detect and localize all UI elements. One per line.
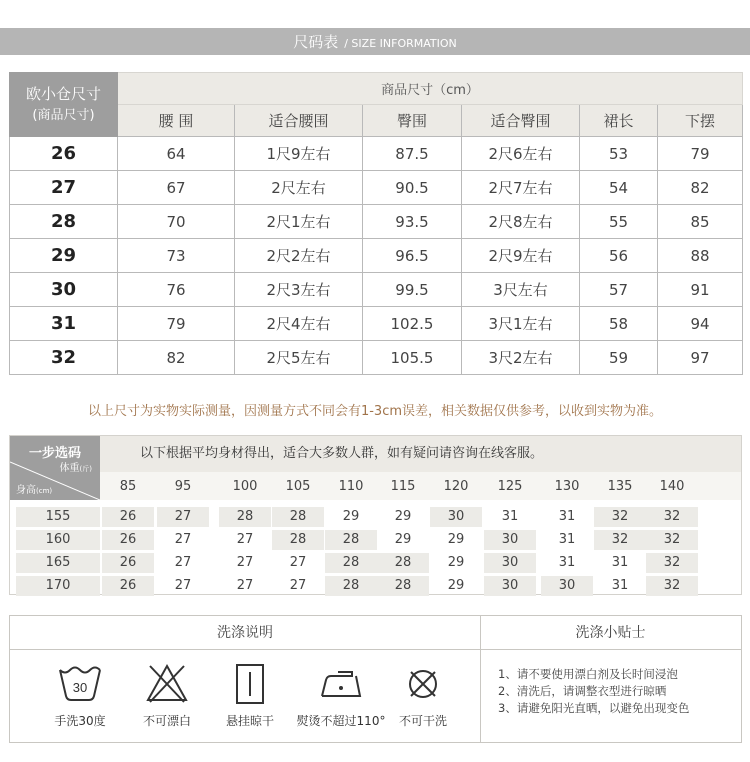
care-divider [480,616,481,742]
hang-dry-icon [210,662,290,708]
table-cell: 97 [658,341,743,375]
table-cell: 58 [580,307,658,341]
table-cell: 54 [580,171,658,205]
table-row [10,341,743,375]
recommended-size: 32 [646,553,698,573]
weight-value: 115 [390,479,416,494]
table-cell: 96.5 [363,239,462,273]
table-cell: 88 [658,239,743,273]
table-cell: 94 [658,307,743,341]
recommended-size: 27 [174,578,192,593]
table-cell: 82 [658,171,743,205]
height-value: 155 [16,507,100,527]
table-cell: 70 [118,205,235,239]
page-subtitle: / SIZE INFORMATION [344,37,457,50]
table-cell: 2尺9左右 [462,239,580,273]
recommended-size: 32 [594,530,646,550]
size-label: 31 [10,307,118,341]
table-cell: 2尺4左右 [235,307,363,341]
recommended-size: 30 [484,576,536,596]
column-header: 适合腰围 [235,105,363,137]
height-value: 170 [16,576,100,596]
recommend-description: 以下根据平均身材得出，适合大多数人群，如有疑问请咨询在线客服。 [100,436,741,472]
care-header [10,616,741,650]
care-title: 洗涤说明 [217,625,273,641]
recommended-size: 28 [272,530,324,550]
table-cell: 2尺6左右 [462,137,580,171]
recommended-size: 31 [611,555,629,570]
column-header: 臀围 [363,105,462,137]
column-header: 腰 围 [118,105,235,137]
hand-wash-30-icon [40,662,120,708]
weight-label [60,459,92,474]
table-cell: 79 [658,137,743,171]
recommended-size: 28 [377,553,429,573]
care-label-iron: 熨烫不超过110° [296,714,386,728]
measurement-note: 以上尺寸为实物实际测量，因测量方式不同会有1-3cm误差，相关数据仅供参考，以收到实物为准。 [87,404,663,419]
iron-icon [301,662,381,708]
table-cell: 2尺2左右 [235,239,363,273]
table-row [10,307,743,341]
wash-temperature: 30 [72,680,88,695]
table-cell: 82 [118,341,235,375]
recommended-size: 30 [484,553,536,573]
recommended-size: 28 [219,507,271,527]
recommended-size: 32 [646,576,698,596]
recommended-size: 31 [611,578,629,593]
care-label-no-bleach: 不可漂白 [142,714,191,728]
corner-line2: (商品尺寸) [32,107,95,123]
table-row [10,273,743,307]
size-corner-header [10,73,118,137]
table-cell: 55 [580,205,658,239]
column-header: 裙长 [580,105,658,137]
recommended-size: 27 [289,555,307,570]
table-cell: 73 [118,239,235,273]
care-label-hand-wash: 手洗30度 [54,714,106,728]
table-row [10,239,743,273]
table-cell: 76 [118,273,235,307]
size-label: 32 [10,341,118,375]
recommended-size: 28 [272,507,324,527]
recommended-size: 32 [646,530,698,550]
corner-line1: 欧小仓尺寸 [25,84,101,103]
recommended-size: 26 [102,553,154,573]
height-value: 160 [16,530,100,550]
table-cell: 105.5 [363,341,462,375]
height-label-text: 身高 [16,485,36,496]
recommended-size: 31 [558,555,576,570]
weight-value: 110 [338,479,364,494]
recommended-size: 27 [289,578,307,593]
table-row [10,137,743,171]
recommended-size: 29 [447,555,465,570]
table-cell: 3尺1左右 [462,307,580,341]
care-tip: 2、清洗后，请调整衣型进行晾晒 [498,684,667,698]
table-cell: 91 [658,273,743,307]
weight-value: 125 [497,479,523,494]
size-label: 26 [10,137,118,171]
table-cell: 2尺左右 [235,171,363,205]
recommended-size: 29 [447,578,465,593]
weight-value: 95 [174,479,192,494]
table-cell: 85 [658,205,743,239]
table-cell: 3尺2左右 [462,341,580,375]
recommended-size: 28 [377,576,429,596]
no-bleach-icon [127,662,207,708]
weight-unit: (斤) [79,465,92,473]
recommended-size: 27 [236,532,254,547]
recommended-size: 27 [157,507,209,527]
care-tip: 3、请避免阳光直晒，以避免出现变色 [498,701,690,715]
size-label: 30 [10,273,118,307]
table-cell: 56 [580,239,658,273]
recommended-size: 30 [541,576,593,596]
table-cell: 53 [580,137,658,171]
table-cell: 90.5 [363,171,462,205]
table-cell: 2尺5左右 [235,341,363,375]
care-instructions [9,615,742,743]
column-header: 适合臀围 [462,105,580,137]
no-dry-clean-icon [383,662,463,708]
title-bar [0,28,750,55]
recommend-corner [10,436,100,500]
recommended-size: 27 [174,532,192,547]
table-row [10,205,743,239]
recommended-size: 29 [447,532,465,547]
weight-value: 120 [443,479,469,494]
height-unit: (cm) [36,487,53,495]
size-table [9,72,743,375]
recommended-size: 30 [484,530,536,550]
recommended-size: 31 [501,509,519,524]
size-label: 28 [10,205,118,239]
care-label-no-dry-clean: 不可干洗 [398,714,447,728]
recommend-row [10,506,741,528]
table-cell: 87.5 [363,137,462,171]
tips-title: 洗涤小贴士 [575,625,646,641]
recommended-size: 26 [102,507,154,527]
group-label: 商品尺寸（cm） [118,73,743,105]
table-cell: 2尺8左右 [462,205,580,239]
size-label: 27 [10,171,118,205]
recommended-size: 32 [646,507,698,527]
table-cell: 2尺7左右 [462,171,580,205]
recommended-size: 31 [558,532,576,547]
column-header-row [10,105,743,137]
table-cell: 2尺3左右 [235,273,363,307]
table-cell: 2尺1左右 [235,205,363,239]
weight-label-text: 体重 [59,463,80,474]
care-tips-list [498,666,738,717]
size-recommendation [9,435,742,595]
table-row [10,171,743,205]
recommend-row [10,529,741,551]
weight-header-row [100,472,741,500]
weight-value: 140 [659,479,685,494]
care-tip: 1、请不要使用漂白剂及长时间浸泡 [498,667,678,681]
recommended-size: 26 [102,576,154,596]
recommended-size: 28 [325,530,377,550]
table-cell: 99.5 [363,273,462,307]
recommended-size: 28 [325,576,377,596]
table-cell: 3尺左右 [462,273,580,307]
table-cell: 67 [118,171,235,205]
recommended-size: 31 [558,509,576,524]
care-label-hang-dry: 悬挂晾干 [225,714,274,728]
weight-value: 135 [607,479,633,494]
table-cell: 93.5 [363,205,462,239]
height-label [16,481,52,496]
recommend-title: 一步选码 [28,446,81,461]
height-value: 165 [16,553,100,573]
table-cell: 64 [118,137,235,171]
weight-value: 130 [554,479,580,494]
weight-value: 100 [232,479,258,494]
recommended-size: 27 [174,555,192,570]
weight-value: 105 [285,479,311,494]
recommended-size: 29 [342,509,360,524]
recommended-size: 27 [236,555,254,570]
recommended-size: 29 [394,532,412,547]
recommended-size: 29 [394,509,412,524]
table-cell: 1尺9左右 [235,137,363,171]
table-cell: 59 [580,341,658,375]
column-header: 下摆 [658,105,743,137]
recommended-size: 28 [325,553,377,573]
page-title: 尺码表 [293,33,339,51]
recommend-row [10,575,741,597]
weight-value: 85 [119,479,137,494]
recommended-size: 27 [236,578,254,593]
recommended-size: 32 [594,507,646,527]
table-cell: 57 [580,273,658,307]
recommended-size: 26 [102,530,154,550]
recommended-size: 30 [430,507,482,527]
table-cell: 102.5 [363,307,462,341]
table-cell: 79 [118,307,235,341]
recommend-row [10,552,741,574]
size-label: 29 [10,239,118,273]
